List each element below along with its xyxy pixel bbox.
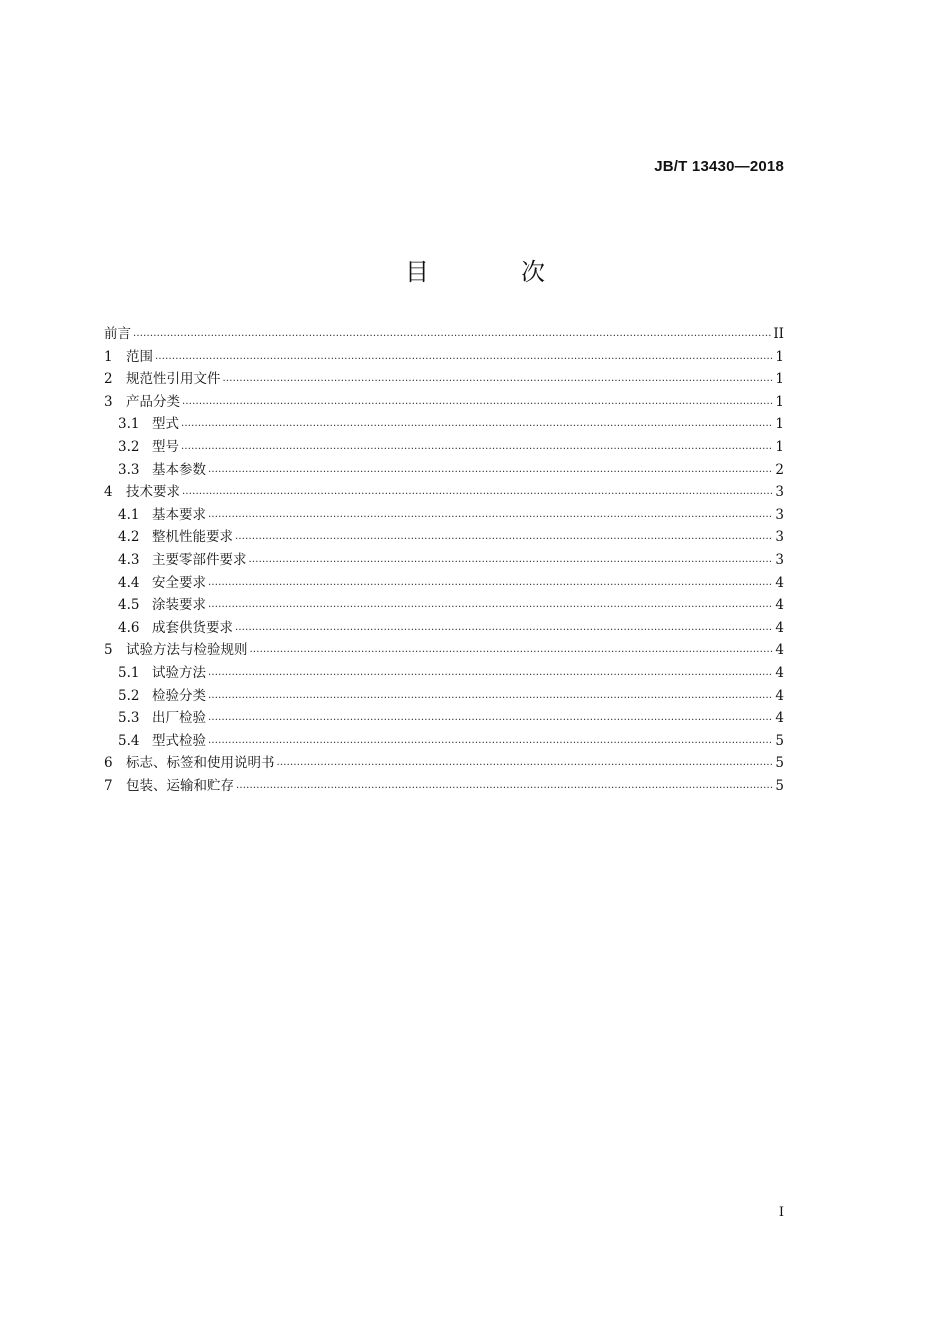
toc-dot-leader [249,550,774,564]
toc-entry-page: 5 [775,732,784,749]
toc-dot-leader [208,709,773,723]
toc-entry[interactable] [104,458,784,481]
toc-entry-number: 3.1 [118,416,140,433]
toc-dot-leader [208,505,773,519]
toc-entry-page: 1 [775,416,784,433]
toc-dot-leader [208,686,773,700]
toc-entry-page: 1 [775,438,784,455]
toc-dot-leader [182,392,773,406]
toc-entry-page: 4 [775,619,784,636]
toc-entry-number: 3.2 [118,438,140,455]
toc-entry[interactable] [104,706,784,729]
toc-entry-number: 4.1 [118,506,140,523]
toc-entry[interactable] [104,751,784,774]
toc-entry-page: 4 [775,664,784,681]
toc-dot-leader [250,641,774,655]
toc-entry-page: 2 [775,461,784,478]
toc-entry-label: 型式 [152,416,179,433]
toc-entry-page: 3 [775,484,784,501]
toc-entry-number: 4.6 [118,619,140,636]
toc-entry-label: 型式检验 [152,732,206,749]
toc-entry-page: 1 [775,393,784,410]
toc-entry[interactable] [104,729,784,752]
toc-entry-number: 5 [104,642,113,659]
toc-entry-number: 4.5 [118,597,140,614]
toc-dot-leader [181,437,773,451]
toc-entry[interactable] [104,661,784,684]
toc-entry-label: 安全要求 [152,574,206,591]
toc-entry-label: 规范性引用文件 [126,371,221,388]
toc-entry[interactable] [104,593,784,616]
toc-entry[interactable] [104,616,784,639]
toc-entry-number: 4.3 [118,551,140,568]
toc-entry-number: 5.2 [118,687,140,704]
toc-entry[interactable] [104,525,784,548]
toc-entry-page: 4 [775,710,784,727]
toc-entry-number: 1 [104,348,113,365]
toc-entry-number: 6 [104,755,113,772]
toc-dot-leader [208,663,773,677]
toc-entry-number: 2 [104,371,113,388]
toc-entry-number: 5.1 [118,664,140,681]
toc-entry-label: 范围 [126,348,153,365]
toc-entry[interactable] [104,435,784,458]
toc-entry-label: 试验方法与检验规则 [126,642,248,659]
toc-entry-label: 标志、标签和使用说明书 [126,755,275,772]
toc-title: 目 次 [405,258,579,286]
toc-entry-number: 5.3 [118,710,140,727]
toc-dot-leader [236,776,773,790]
toc-entry[interactable] [104,638,784,661]
toc-entry-page: 4 [775,574,784,591]
toc-entry[interactable] [104,774,784,797]
page-number: I [778,1205,784,1220]
toc-dot-leader [155,347,773,361]
toc-entry-label: 出厂检验 [152,710,206,727]
toc-entry-page: 1 [775,348,784,365]
toc-entry-page: 3 [775,506,784,523]
standard-code: JB/T 13430—2018 [654,158,784,175]
toc-entry-number: 4.2 [118,529,140,546]
toc-dot-leader [208,573,773,587]
toc-dot-leader [277,754,774,768]
toc-entry-page: 4 [775,687,784,704]
toc-entry-page: 4 [775,642,784,659]
toc-entry-label: 包装、运输和贮存 [126,777,234,794]
toc-entry-label: 主要零部件要求 [152,551,247,568]
toc-dot-leader [208,596,773,610]
toc-dot-leader [181,415,773,429]
toc-entry[interactable] [104,548,784,571]
toc-entry[interactable] [104,480,784,503]
toc-entry[interactable] [104,322,784,345]
toc-entry-number: 3.3 [118,461,140,478]
toc-entry-page: 5 [775,755,784,772]
toc-entry-number: 3 [104,393,113,410]
toc-dot-leader [182,483,773,497]
toc-entry-page: 3 [775,529,784,546]
toc-entry-page: II [773,326,784,342]
toc-entry[interactable] [104,571,784,594]
toc-entry-number: 4.4 [118,574,140,591]
toc-dot-leader [133,325,771,339]
toc-entry-page: 1 [775,371,784,388]
toc-entry-label: 成套供货要求 [152,619,233,636]
toc-entry-label: 整机性能要求 [152,529,233,546]
toc-dot-leader [208,460,773,474]
toc-entry-label: 试验方法 [152,664,206,681]
toc-entry[interactable] [104,503,784,526]
toc-entry-number: 7 [104,777,113,794]
toc-entry-number: 4 [104,484,113,501]
toc-entry-label: 前言 [104,326,131,342]
toc-entry-number: 5.4 [118,732,140,749]
toc-entry-page: 5 [775,777,784,794]
toc-entry-label: 产品分类 [126,393,180,410]
toc-dot-leader [208,731,773,745]
toc-entry-label: 基本参数 [152,461,206,478]
toc-entry-label: 技术要求 [126,484,180,501]
toc-entry[interactable] [104,684,784,707]
toc-entry[interactable] [104,345,784,368]
toc-entry[interactable] [104,390,784,413]
toc-dot-leader [223,370,774,384]
toc-entry-label: 涂装要求 [152,597,206,614]
toc-entry-label: 基本要求 [152,506,206,523]
toc-entry-page: 3 [775,551,784,568]
toc-dot-leader [235,528,773,542]
toc-entry-label: 型号 [152,438,179,455]
toc-entry-label: 检验分类 [152,687,206,704]
toc-entry-page: 4 [775,597,784,614]
toc-entry[interactable] [104,367,784,390]
table-of-contents [104,322,784,796]
toc-entry[interactable] [104,412,784,435]
toc-dot-leader [235,618,773,632]
